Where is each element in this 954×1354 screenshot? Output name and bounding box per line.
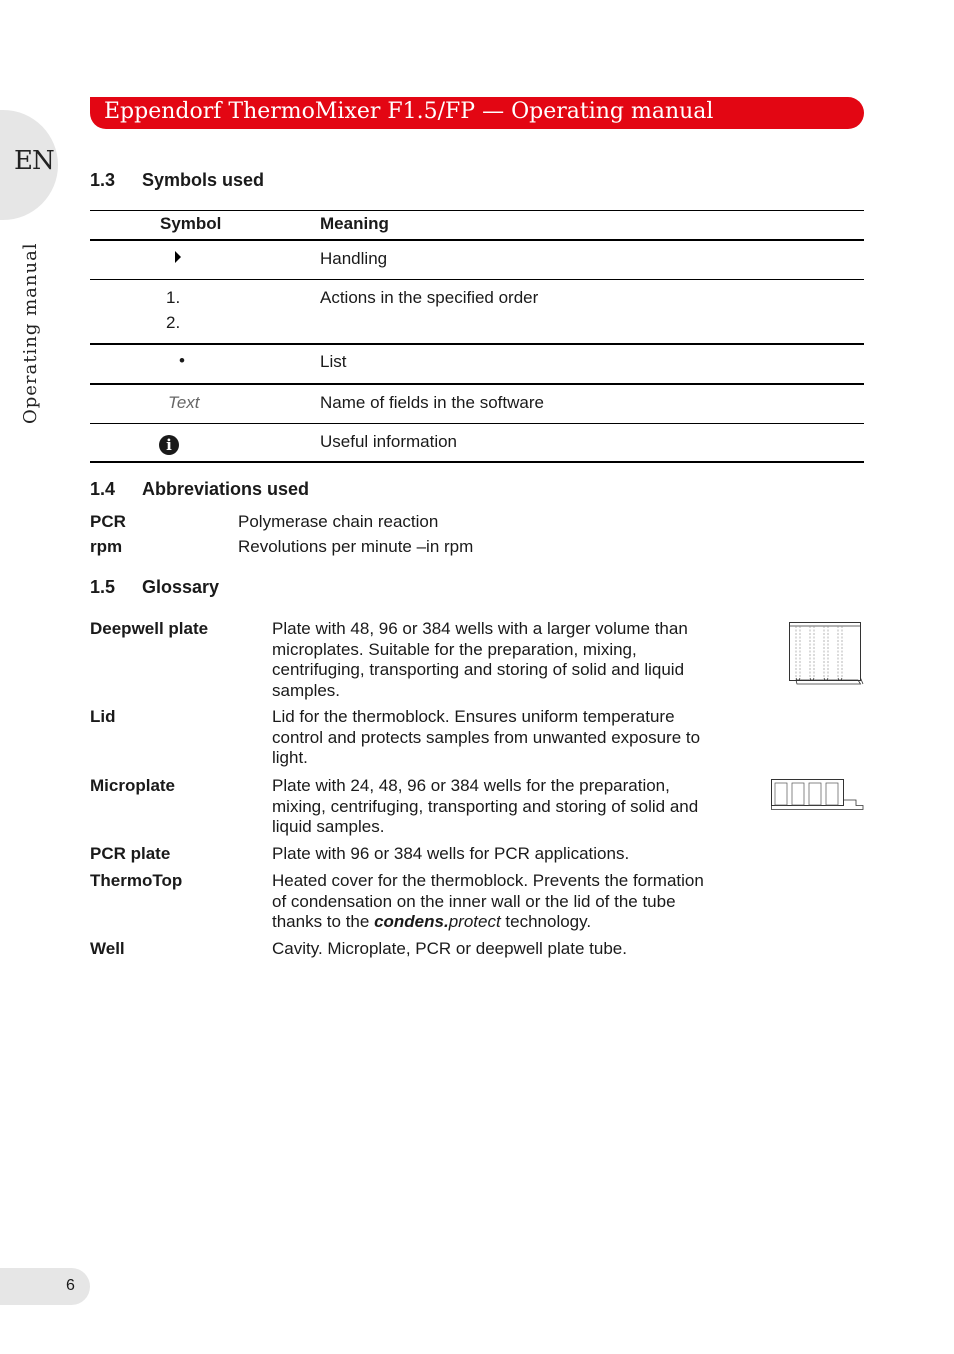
info-icon: i — [159, 435, 179, 455]
section-heading-symbols: 1.3 Symbols used — [90, 170, 265, 190]
step-number: 2. — [166, 313, 181, 332]
meaning-text: Actions in the specified order — [320, 288, 539, 307]
header-bar — [90, 97, 864, 129]
section-heading-abbreviations: 1.4 Abbreviations used — [90, 479, 310, 499]
table-header-row — [90, 210, 864, 241]
meaning-text: Useful information — [320, 432, 458, 451]
glossary-term: PCR plate — [90, 844, 171, 863]
glossary-definition: Plate with 48, 96 or 384 wells with a larger volume than microplates. Suitable for the preparation, mixing, centrifuging, transporting and storing of solid and liquid samples. — [272, 619, 688, 700]
page-number-tab — [0, 1268, 90, 1305]
bullet-symbol: • — [179, 351, 185, 370]
table-row — [90, 383, 864, 423]
abbreviation-definition: Revolutions per minute –in rpm — [238, 537, 474, 556]
table-row — [90, 423, 864, 463]
glossary-term: Lid — [90, 707, 116, 726]
triangle-right-icon — [174, 249, 182, 269]
glossary-term: Well — [90, 939, 125, 958]
table-row — [90, 279, 864, 343]
deepwell-plate-illustration — [788, 620, 865, 688]
meaning-text: Handling — [320, 249, 388, 268]
abbreviation-term: rpm — [90, 537, 123, 556]
language-label: EN — [14, 146, 54, 176]
column-header-meaning: Meaning — [320, 214, 389, 233]
meaning-text: List — [320, 352, 347, 371]
column-header-symbol: Symbol — [160, 214, 222, 233]
meaning-text: Name of fields in the software — [320, 393, 544, 412]
abbreviation-term: PCR — [90, 512, 126, 531]
glossary-term: Deepwell plate — [90, 619, 209, 638]
glossary-definition: Cavity. Microplate, PCR or deepwell plate tube. — [272, 939, 627, 958]
field-name-symbol: Text — [168, 393, 200, 412]
section-heading-glossary: 1.5 Glossary — [90, 577, 220, 597]
abbreviation-definition: Polymerase chain reaction — [238, 512, 439, 531]
language-tab — [0, 110, 58, 220]
glossary-definition: Heated cover for the thermoblock. Prevents the formation of condensation on the inner wall or the lid of the tube thanks to the condens.protect technology. — [272, 871, 704, 931]
side-section-label: Operating manual — [20, 242, 41, 424]
table-row — [90, 241, 864, 279]
glossary-term: ThermoTop — [90, 871, 183, 890]
table-row — [90, 343, 864, 383]
microplate-illustration — [770, 778, 865, 812]
document-title: Eppendorf ThermoMixer F1.5/FP — Operating manual — [104, 99, 714, 124]
page-number: 6 — [66, 1277, 75, 1294]
step-number: 1. — [166, 288, 181, 307]
glossary-term: Microplate — [90, 776, 176, 795]
glossary-definition: Plate with 24, 48, 96 or 384 wells for the preparation, mixing, centrifuging, transporting and storing of solid and liquid samples. — [272, 776, 699, 836]
glossary-definition: Plate with 96 or 384 wells for PCR applications. — [272, 844, 630, 863]
glossary-definition: Lid for the thermoblock. Ensures uniform temperature control and protects samples from unwanted exposure to light. — [272, 707, 701, 767]
symbols-table — [90, 210, 864, 463]
